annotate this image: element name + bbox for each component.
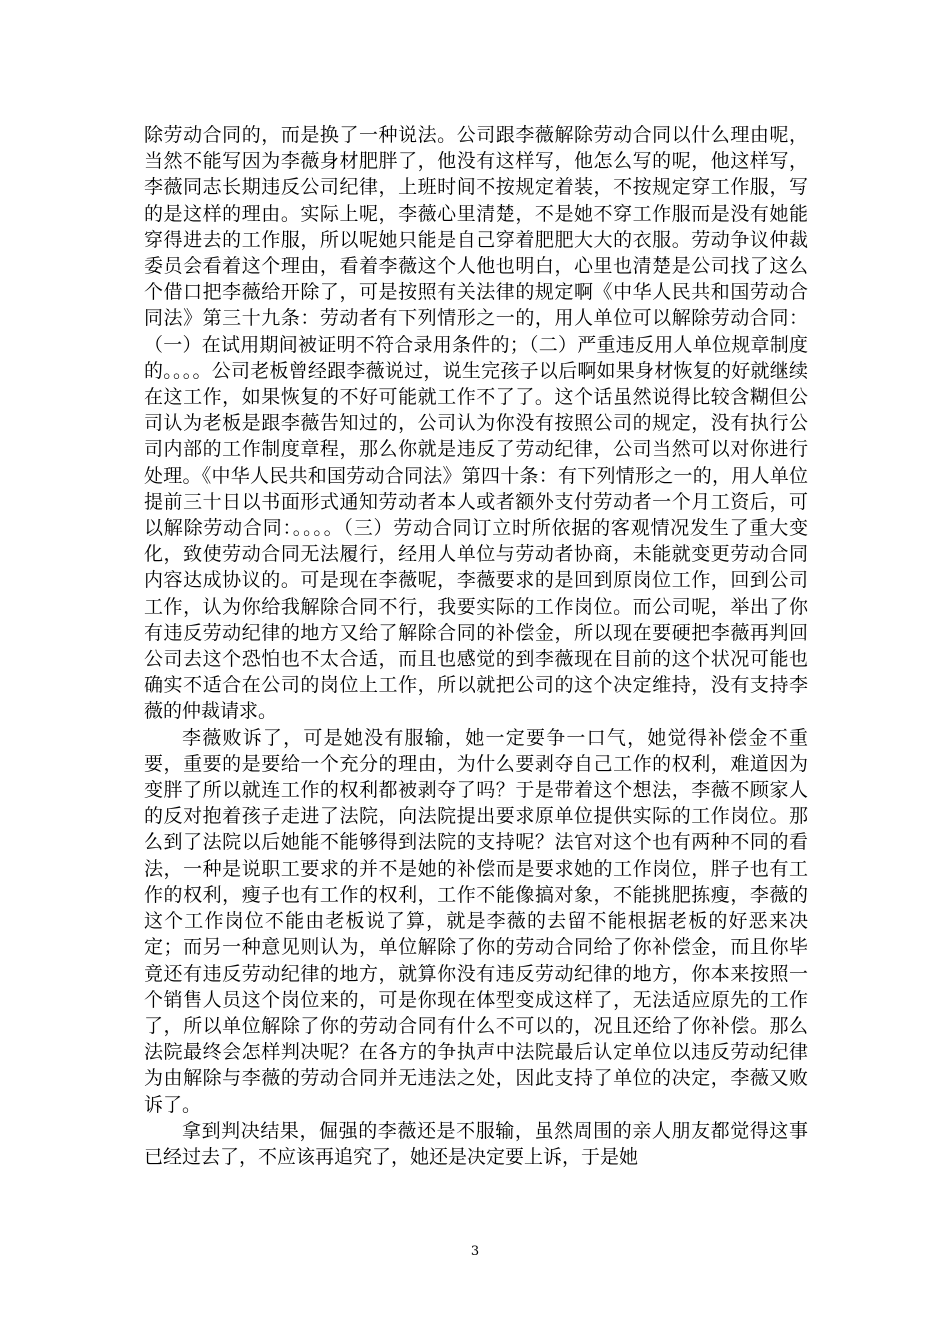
paragraph-1: 除劳动合同的，而是换了一种说法。公司跟李薇解除劳动合同以什么理由呢，当然不能写因为李薇身材肥胖了，他没有这样写，他怎么写的呢，他这样写，李薇同志长期违反公司纪律，上班时间不按规定着装，不按规定穿工作服，写的是这样的理由。实际上呢，李薇心里清楚，不是她不穿工作服而是没有她能穿得进去的工作服，所以呢她只能是自己穿着肥肥大大的衣服。劳动争议仲裁委员会看着这个理由，看着李薇这个人他也明白，心里也清楚是公司找了这么个借口把李薇给开除了，可是按照有关法律的规定啊《中华人民共和国劳动合同法》第三十九条：劳动者有下列情形之一的，用人单位可以解除劳动合同：（一）在试用期间被证明不符合录用条件的；（二）严重违反用人单位规章制度的。。。。公司老板曾经跟李薇说过，说生完孩子以后啊如果身材恢复的好就继续在这工作，如果恢复的不好可能就工作不了了。这个话虽然说得比较含糊但公司认为老板是跟李薇告知过的，公司认为你没有按照公司的规定，没有执行公司内部的工作制度章程，那么你就是违反了劳动纪律，公司当然可以对你进行处理。《中华人民共和国劳动合同法》第四十条：有下列情形之一的，用人单位提前三十日以书面形式通知劳动者本人或者额外支付劳动者一个月工资后，可以解除劳动合同：。。。。（三）劳动合同订立时所依据的客观情况发生了重大变化，致使劳动合同无法履行，经用人单位与劳动者协商，未能就变更劳动合同内容达成协议的。可是现在李薇呢，李薇要求的是回到原岗位工作，回到公司工作，认为你给我解除合同不行，我要实际的工作岗位。而公司呢，举出了你有违反劳动纪律的地方又给了解除合同的补偿金，所以现在要硬把李薇再判回公司去这个恐怕也不太合适，而且也感觉的到李薇现在目前的这个状况可能也确实不适合在公司的岗位上工作，所以就把公司的这个决定维持，没有支持李薇的仲裁请求。 <box>144 124 808 723</box>
page-number: 3 <box>470 1244 480 1259</box>
paragraph-2: 李薇败诉了，可是她没有服输，她一定要争一口气，她觉得补偿金不重要，重要的是要给一个充分的理由，为什么要剥夺自己工作的权利，难道因为变胖了所以就连工作的权利都被剥夺了吗？于是带着这个想法，李薇不顾家人的反对抱着孩子走进了法院，向法院提出要求原单位提供实际的工作岗位。那么到了法院以后她能不能够得到法院的支持呢？法官对这个也有两种不同的看法，一种是说职工要求的并不是她的补偿而是要求她的工作岗位，胖子也有工作的权利，瘦子也有工作的权利，工作不能像搞对象，不能挑肥拣瘦，李薇的这个工作岗位不能由老板说了算，就是李薇的去留不能根据老板的好恶来决定；而另一种意见则认为，单位解除了你的劳动合同给了你补偿金，而且你毕竟还有违反劳动纪律的地方，就算你没有违反劳动纪律的地方，你本来按照一个销售人员这个岗位来的，可是你现在体型变成这样了，无法适应原先的工作了，所以单位解除了你的劳动合同有什么不可以的，况且还给了你补偿。那么法院最终会怎样判决呢？在各方的争执声中法院最后认定单位以违反劳动纪律为由解除与李薇的劳动合同并无违法之处，因此支持了单位的决定，李薇又败诉了。 <box>144 726 808 1116</box>
paragraph-3: 拿到判决结果，倔强的李薇还是不服输，虽然周围的亲人朋友都觉得这事已经过去了，不应该再追究了，她还是决定要上诉，于是她 <box>144 1119 808 1168</box>
document-body <box>144 122 808 1170</box>
